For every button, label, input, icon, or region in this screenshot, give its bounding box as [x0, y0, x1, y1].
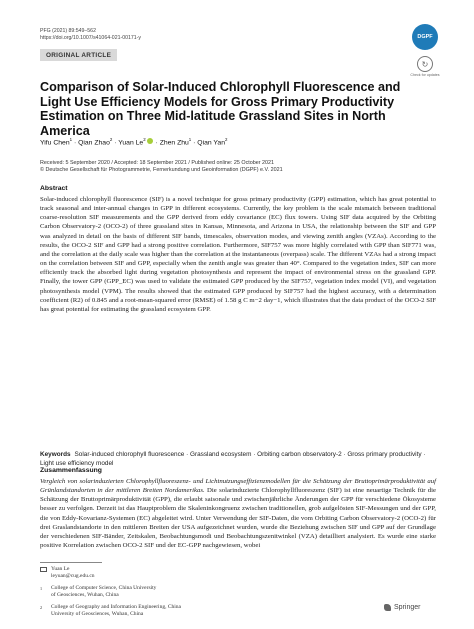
german-title: Vergleich von solarinduzierten Chlorophyllfluoreszenz- und Lichtnutzungseffizienzmodellen für die Schätzung der Bruttoprimärproduktivität auf Grünlandstandorten in der mittleren Breiten Nordamerikas. — [40, 478, 436, 495]
copyright-line: © Deutsche Gesellschaft für Photogrammetrie, Fernerkundung und Geoinformation (DGPF) e.V. 2021 — [40, 167, 283, 173]
author-name: Zhen Zhu — [159, 139, 189, 147]
affiliation-2 — [40, 604, 241, 618]
keywords-text: Solar-induced chlorophyll fluorescence · Grassland ecosystem · Orbiting carbon observatory-2 · Gross primary productivity · Light use efficiency model — [40, 451, 426, 467]
refresh-icon: ↻ — [417, 56, 433, 72]
zusammenfassung-heading: Zusammenfassung — [40, 467, 102, 474]
author-list: Yifu Chen$^1$ · Qian Zhao$^2$ · Yuan $Le^2$ · Zhen Zhu$^1$ · Qian Yan$^2$ — [40, 137, 228, 147]
springer-logo — [384, 604, 420, 611]
abstract-heading: Abstract — [40, 185, 68, 192]
zusammenfassung-body — [40, 477, 436, 550]
abstract-body — [40, 195, 436, 314]
author-affiliation-mark: 2 — [143, 137, 146, 142]
affiliation-line: College of Computer Science, China University — [51, 585, 157, 591]
author-affiliation-mark: 2 — [225, 137, 228, 142]
keywords-block — [40, 451, 436, 468]
journal-meta — [40, 28, 141, 42]
paper-title: Comparison of Solar-Induced Chlorophyll Fluorescence and Light Use Efficiency Models for Gross Primary Productivity Estimation on Three Mid-latitude Grassland Sites in North America — [40, 80, 401, 138]
keywords-label: Keywords — [40, 451, 71, 458]
author-name: Qian Yan — [197, 139, 225, 147]
dgpf-logo-text: DGPF — [417, 34, 433, 40]
correspondence-block — [40, 566, 95, 580]
springer-horse-icon — [384, 604, 391, 611]
affiliation-1 — [40, 585, 231, 599]
author-affiliation-mark: 1 — [69, 137, 73, 142]
dgpf-logo — [412, 24, 438, 50]
author-name: Yuan Le — [118, 139, 144, 147]
check-updates-badge[interactable] — [407, 56, 443, 77]
article-type-badge: ORIGINAL ARTICLE — [40, 49, 117, 61]
corresponding-author: Yuan Le — [51, 566, 70, 572]
history-line: Received: 5 September 2020 / Accepted: 18 September 2021 / Published online: 25 October 2021 — [40, 160, 275, 166]
affiliation-line: College of Geography and Information Engineering, China — [51, 604, 181, 610]
footnote-divider — [40, 562, 102, 563]
abstract-text: Solar-induced chlorophyll fluorescence (SIF) is a novel technique for gross primary productivity (GPP) estimation, which has great potential to track seasonal and inter-annual changes in GPP in different ecosystems. Currently, the key problem is the scale mismatch between traditional coarse-resolution SIF measurements and the GPP derived from eddy covariance (EC) flux towers. Using SIF data acquired by the Orbiting Carbon Observatory-2 (OCO-2) of three grassland sites in Kansas, Minnesota, and Arizona in USA, the relationship between the SIF and GPP was analyzed in detail on the basis of different SIF bands, timescales, observation modes, and viewing zenith angles (VZAs). According to the results, the OCO-2 SIF and GPP had a strong positive correlation. Furthermore, SIF757 was more highly correlated with GPP than SIF771 was, and the correlation at the daily scale was higher than the correlation at the instantaneous (overpass) scale. The different VZAs had a strong impact on the correlation between SIF and GPP, especially when the zenith angle was greater than 40°. Compared to the vegetation index, SIF can more efficiently track the absorbed light during vegetation photosynthesis and represent the impact of environmental stress on the grassland GPP. Finally, the tower GPP (GPP_EC) was used to validate the estimated GPP produced by the SIF757, vegetation index model (VI), and vegetation photosynthesis model (VPM). The results showed that the estimated GPP produced by SIF757 had the highest accuracy, with a determination coefficient (R2) of 0.845 and a root-mean-squared error (RMSE) of 1.58 g C m−2 day−1, which illustrates that the data product of the OCO-2 SIF has great potential for estimating the grassland ecosystem GPP. — [40, 196, 436, 313]
publication-dates — [40, 160, 283, 174]
affiliation-number: 1 — [40, 586, 43, 591]
envelope-icon — [40, 567, 47, 572]
affiliation-line: of Geosciences, Wuhan, China — [51, 592, 119, 599]
german-text: Die solarinduzierte Chlorophyllfluoreszenz (SIF) ist eine neuartige Technik für die Schätzung der Bruttoprimärproduktivität (GPP), die erlaubt saisonale und zwischenjährliche Änderungen der GPP für verschiedene Ökosysteme besser zu verfolgen. Derzeit ist das Hauptproblem die Skaleninkongruenz zwischen traditionellen, grob aufgelösten SIF-Messungen und der GPP, die von Eddy-Kovarianz-Systemen (EC) abgeleitet wird. Unter Verwendung der SIF-Daten, die vom Orbiting Carbon Observatory-2 (OCO-2) für drei Graslandstandorte in den mittleren Breiten der USA aufgezeichnet wurden, wurde die Beziehung zwischen SIF und GPP auf der Grundlage der verschiedenen SIF-Bänder, Zeitskalen, Beobachtungsmodi und Beobachtungszenitwinkel (VZA) detailliert analysiert. Es wurde eine starke positive Korrelation zwischen OCO-2 SIF und der EC-GPP nachgewiesen, wobei — [40, 487, 436, 550]
doi-link[interactable]: https://doi.org/10.1007/s41064-021-00171-y — [40, 35, 141, 41]
publisher-name: Springer — [394, 604, 421, 611]
author-name: Qian Zhao — [78, 139, 110, 147]
journal-line: PFG (2021) 89:549–562 — [40, 28, 96, 34]
affiliation-line: University of Geosciences, Wuhan, China — [51, 611, 144, 618]
author-name: Yifu Chen — [40, 139, 70, 147]
author-affiliation-mark: 2 — [109, 137, 113, 142]
orcid-icon[interactable] — [147, 138, 153, 144]
corresponding-email[interactable]: leyuan@cug.edu.cn — [51, 573, 95, 580]
check-updates-label: Check for updates — [410, 73, 440, 77]
affiliation-number: 2 — [40, 605, 43, 610]
author-affiliation-mark: 1 — [188, 137, 192, 142]
